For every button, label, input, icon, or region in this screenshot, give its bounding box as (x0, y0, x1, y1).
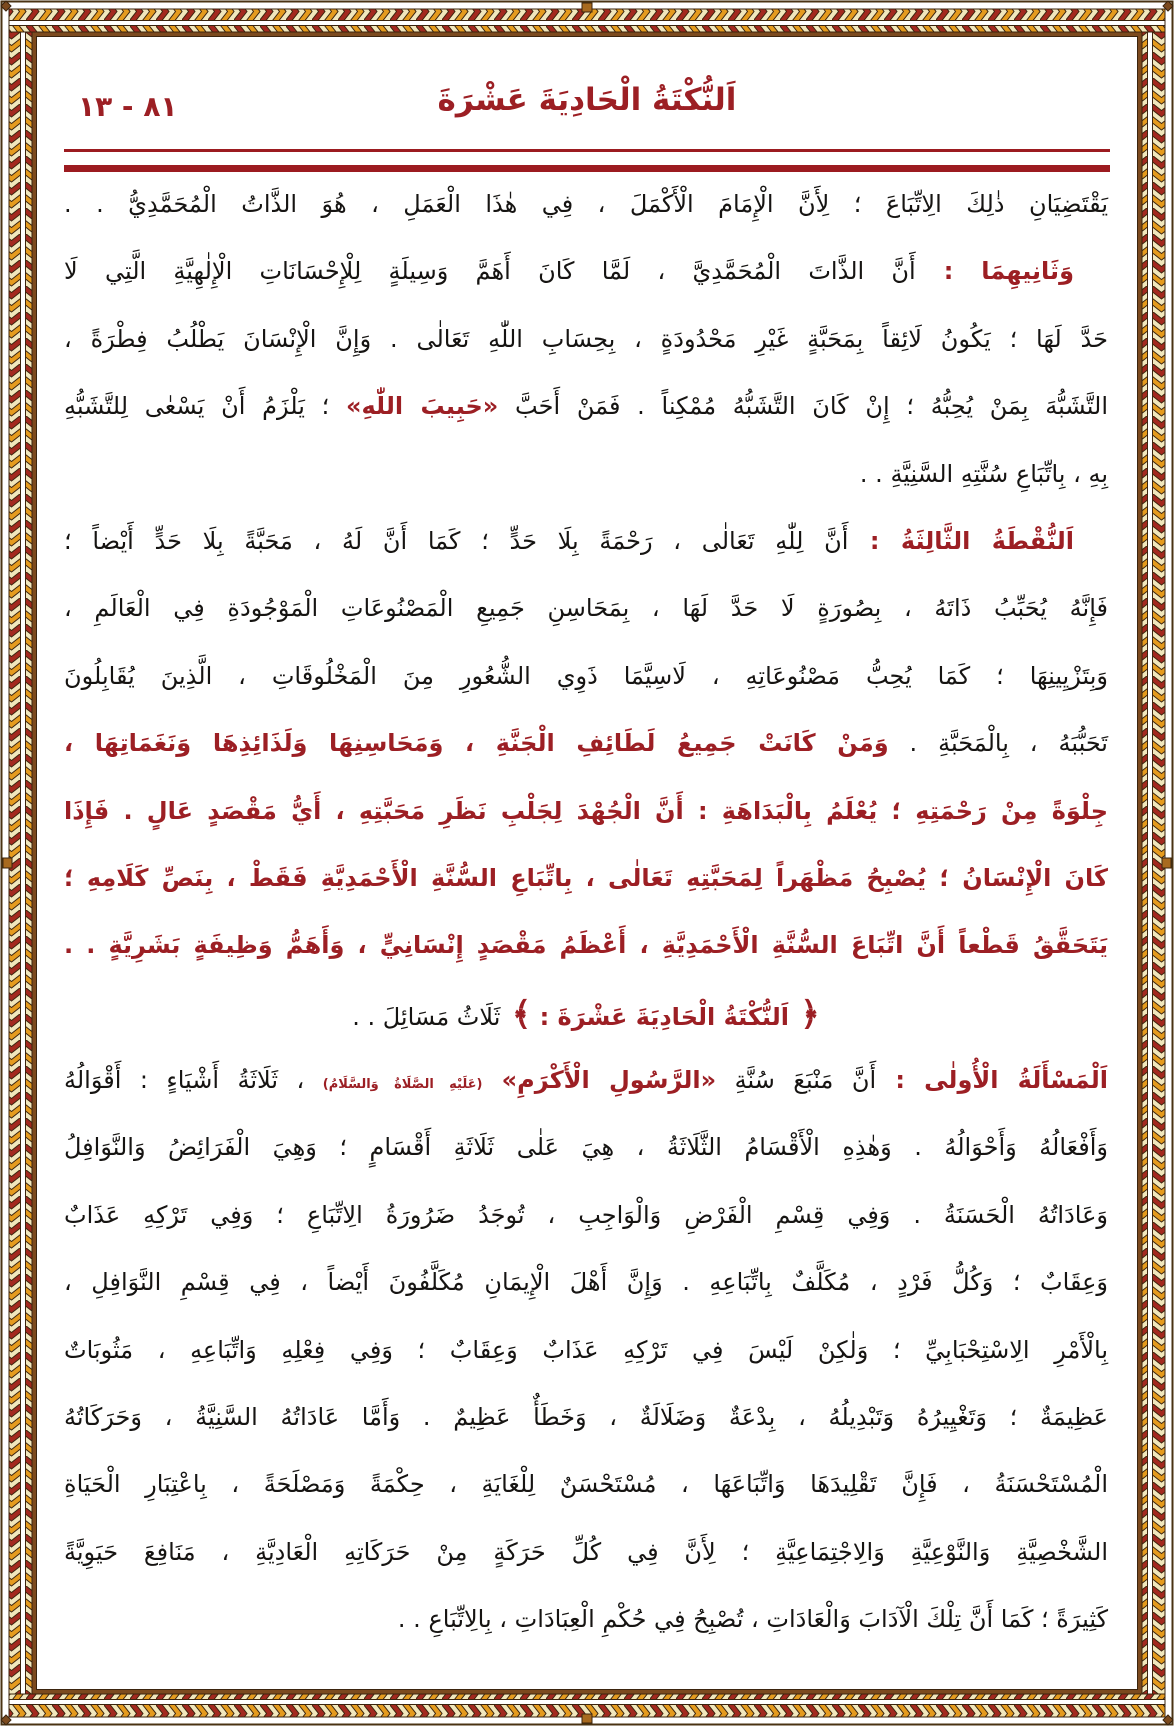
text-run-black: وَعَادَاتُهُ الْحَسَنَةُ . وَفِي قِسْمِ الْفَرْضِ وَالْوَاجِبِ ، تُوجَدُ ضَرُورَةُ الِاتِّبَاعِ ؛ وَفِي تَرْكِهِ عَذَابٌ (64, 1200, 1108, 1229)
text-run-black: أَنَّ مَنْبَعَ سُنَّةِ (716, 1066, 877, 1095)
text-line (64, 1317, 1108, 1384)
text-run-black: بِالْأَمْرِ الِاسْتِحْبَابِيِّ ؛ وَلٰكِنْ لَيْسَ فِي تَرْكِهِ عَذَابٌ وَعِقَابٌ ؛ وَفِي فِعْلِهِ وَاتِّبَاعِهِ ، مَثُوبَاتٌ (64, 1335, 1108, 1364)
text-line (64, 1182, 1108, 1249)
section-heading-title: اَلنُّكْتَةُ الْحَادِيَةَ عَشْرَةَ : (531, 1002, 789, 1031)
text-line (64, 1586, 1108, 1653)
text-line (64, 845, 1108, 912)
text-run-black: أَنَّ لِلّٰهِ تَعَالٰى ، رَحْمَةً بِلَا حَدٍّ ؛ كَمَا أَنَّ لَهُ ، مَحَبَّةً بِلَا حَدٍّ أَيْضاً ؛ (64, 526, 849, 555)
text-line (64, 710, 1108, 777)
double-rule (64, 149, 1110, 172)
text-run-red: يَتَحَقَّقُ قَطْعاً أَنَّ اتِّبَاعَ السُّنَّةِ الْأَحْمَدِيَّةِ ، أَعْظَمُ مَقْصَدٍ إِنْسَانِيٍّ ، وَأَهَمُّ وَظِيفَةٍ بَشَرِيَّةٍ . . (64, 931, 1108, 960)
text-line (64, 306, 1108, 373)
text-run-black: التَّشَبُّهَ بِمَنْ يُحِبُّهُ ؛ إِنْ كَانَ التَّشَبُّهُ مُمْكِناً . فَمَنْ أَحَبَّ (498, 392, 1109, 421)
text-run-red: وَمَنْ كَانَتْ جَمِيعُ لَطَائِفِ الْجَنَّةِ ، وَمَحَاسِنِهَا وَلَذَائِذِهَا وَنَغَمَاتِهَا ، (64, 729, 889, 758)
text-line (64, 643, 1108, 710)
salawat-seal: (عَلَيْهِ الصَّلَاةُ وَالسَّلَامُ) (322, 1077, 483, 1093)
text-run-black: ؛ يَلْزَمُ أَنْ يَسْعٰى لِلتَّشَبُّهِ (64, 392, 346, 421)
text-line (64, 1451, 1108, 1518)
body-text (64, 171, 1108, 1654)
text-run-black: تَحَبُّبَهُ ، بِالْمَحَبَّةِ . (888, 729, 1108, 758)
text-line (64, 373, 1108, 440)
text-run-black: أَنَّ الذَّاتَ الْمُحَمَّدِيَّ ، لَمَّا كَانَ أَهَمَّ وَسِيلَةٍ لِلْإِحْسَانَاتِ الْإِلٰهِيَّةِ الَّتِي لَا (64, 257, 916, 286)
text-run-black: الشَّخْصِيَّةِ وَالنَّوْعِيَّةِ وَالِاجْتِمَاعِيَّةِ ؛ لِأَنَّ فِي كُلِّ حَرَكَةٍ مِنْ حَرَكَاتِهِ الْعَادِيَّةِ ، مَنَافِعَ حَيَوِيَّةً (64, 1537, 1108, 1566)
text-line (64, 1047, 1108, 1114)
quoted-rasul-akram: «الرَّسُولِ الْأَكْرَمِ» (482, 1066, 717, 1095)
subheading-first-issue: اَلْمَسْأَلَةُ الْأُولٰى : (876, 1066, 1108, 1095)
text-line (64, 1249, 1108, 1316)
subheading-wathanihima: وَثَانِيهِمَا : (915, 257, 1074, 286)
text-run-black: ، ثَلَاثَةُ أَشْيَاءٍ : أَقْوَالُهُ (64, 1066, 323, 1095)
text-line (64, 1519, 1108, 1586)
text-line (64, 778, 1108, 845)
text-line (64, 508, 1108, 575)
chapter-title: اَلنُّكْتَةُ الْحَادِيَةَ عَشْرَةَ (437, 82, 737, 118)
text-line (64, 171, 1108, 238)
text-run-black: عَظِيمَةٌ ؛ وَتَغْيِيرُهُ وَتَبْدِيلُهُ ، بِدْعَةٌ وَضَلَالَةٌ ، وَخَطَأٌ عَظِيمٌ . وَأَمَّا عَادَاتُهُ السَّنِيَّةُ ، وَحَرَكَاتُهُ (64, 1403, 1108, 1432)
text-line (64, 1384, 1108, 1451)
text-run-black: الْمُسْتَحْسَنَةُ ، فَإِنَّ تَقْلِيدَهَا وَاتِّبَاعَهَا ، مُسْتَحْسَنٌ لِلْغَايَةِ ، حِكْمَةً وَمَصْلَحَةً ، بِاعْتِبَارِ الْحَيَاةِ (64, 1470, 1108, 1499)
text-run-black: كَثِيرَةً ؛ كَمَا أَنَّ تِلْكَ الْآدَابَ وَالْعَادَاتِ ، تُصْبِحُ فِي حُكْمِ الْعِبَادَاتِ ، بِالِاتِّبَاعِ . . (397, 1605, 1108, 1634)
text-run-red: جِلْوَةً مِنْ رَحْمَتِهِ ؛ يُعْلَمُ بِالْبَدَاهَةِ : أَنَّ الْجُهْدَ لِجَلْبِ نَظَرِ مَحَبَّتِهِ ، أَيُّ مَقْصَدٍ عَالٍ . فَإِذَا (64, 796, 1108, 825)
text-run-black: حَدَّ لَهَا ؛ يَكُونُ لَائِقاً بِمَحَبَّةٍ غَيْرِ مَحْدُودَةٍ ، بِحِسَابِ اللّٰهِ تَعَالٰى . وَإِنَّ الْإِنْسَانَ يَطْلُبُ فِطْرَةً ، (64, 324, 1108, 353)
text-line (64, 1114, 1108, 1181)
section-heading-tail: ثَلَاثُ مَسَائِلَ . . (352, 1002, 501, 1031)
text-run-black: وَبِتَزْيِينِهَا ؛ كَمَا يُحِبُّ مَصْنُوعَاتِهِ ، لَاسِيَّمَا ذَوِي الشُّعُورِ مِنَ الْمَخْلُوقَاتِ ، الَّذِينَ يُقَابِلُونَ (64, 661, 1108, 690)
section-heading (64, 980, 1108, 1047)
ornate-bracket-close: ﴾ (500, 993, 532, 1033)
text-run-black: وَعِقَابٌ ؛ وَكُلُّ فَرْدٍ ، مُكَلَّفٌ بِاتِّبَاعِهِ . وَإِنَّ أَهْلَ الْإِيمَانِ مُكَلَّفُونَ أَيْضاً ، فِي قِسْمِ النَّوَافِلِ ، (64, 1268, 1108, 1297)
subheading-third-point: اَلنُّقْطَةُ الثَّالِثَةُ : (848, 526, 1074, 555)
quoted-habibullah: «حَبِيبَ اللّٰهِ» (345, 392, 499, 421)
text-run-black: فَإِنَّهُ يُحَبِّبُ ذَاتَهُ ، بِصُورَةٍ لَا حَدَّ لَهَا ، بِمَحَاسِنِ جَمِيعِ الْمَصْنُوعَاتِ الْمَوْجُودَةِ فِي الْعَالَمِ ، (64, 594, 1108, 623)
page-number-label: ٨١ - ١٣ (78, 90, 178, 123)
text-line (64, 238, 1108, 305)
ornate-bracket-open: ﴿ (788, 993, 820, 1033)
text-run-red: كَانَ الْإِنْسَانُ ؛ يُصْبِحُ مَظْهَراً لِمَحَبَّتِهِ تَعَالٰى ، بِاتِّبَاعِ السُّنَّةِ الْأَحْمَدِيَّةِ فَقَطْ ، بِنَصِّ كَلَامِهِ ؛ (64, 863, 1108, 892)
text-line (64, 441, 1108, 508)
text-run-black: يَقْتَضِيَانِ ذٰلِكَ الِاتِّبَاعَ ؛ لِأَنَّ الْإِمَامَ الْأَكْمَلَ ، فِي هٰذَا الْعَمَلِ ، هُوَ الذَّاتُ الْمُحَمَّدِيُّ . . (64, 190, 1108, 218)
text-run-black: وَأَفْعَالُهُ وَأَحْوَالُهُ . وَهٰذِهِ الْأَقْسَامُ الثَّلَاثَةُ ، هِيَ عَلٰى ثَلَاثَةِ أَقْسَامٍ ؛ وَهِيَ الْفَرَائِضُ وَالنَّوَافِلُ (64, 1133, 1108, 1162)
text-line (64, 912, 1108, 979)
text-run-black: بِهِ ، بِاتِّبَاعِ سُنَّتِهِ السَّنِيَّةِ . . (859, 459, 1108, 488)
text-line (64, 575, 1108, 642)
